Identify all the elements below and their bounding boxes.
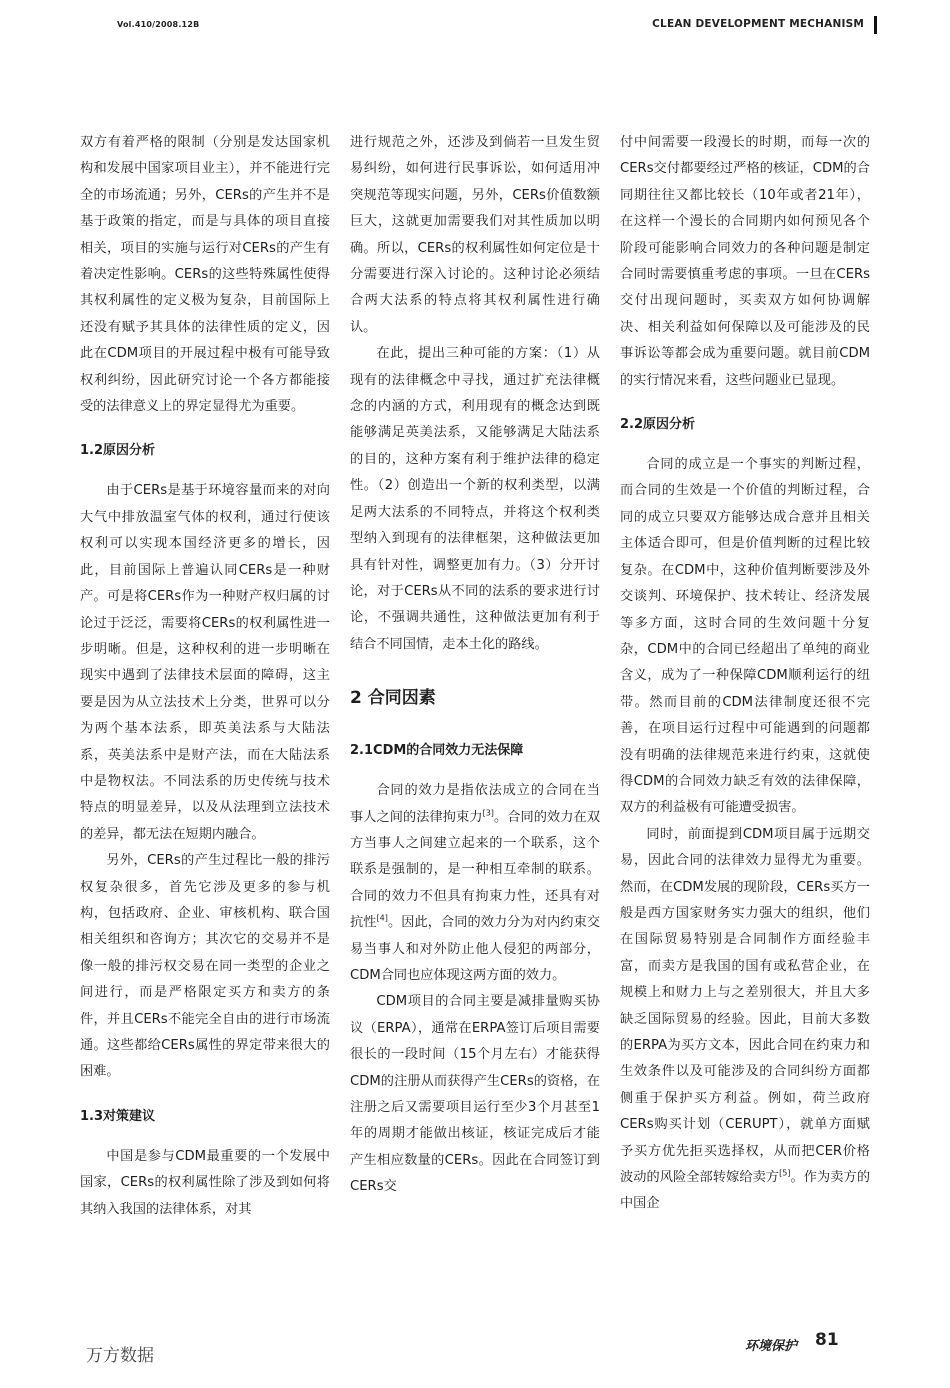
heading-2: 2 合同因素 (350, 688, 436, 709)
paragraph (350, 778, 600, 989)
text: 合同的效力是指依法成立的合同在当事人之间的法律拘束力 (350, 783, 600, 825)
header-bar (874, 16, 877, 34)
paragraph: 进行规范之外，还涉及到倘若一旦发生贸易纠纷，如何进行民事诉讼，如何适用冲突规范等现实问题，另外，CERs价值数额巨大，这就更加需要我们对其性质加以明确。所以，CERs的权利属性如何定位是十分需要进行深入讨论的。这种讨论必须结合两大法系的特点将其权利属性进行确认。 (350, 135, 600, 335)
text: 。作为卖方的中国企 (620, 1170, 871, 1212)
paragraph (620, 822, 870, 1218)
section-title: CLEAN DEVELOPMENT MECHANISM (652, 18, 864, 30)
heading-2-1: 2.1CDM的合同效力无法保障 (350, 743, 524, 759)
paragraph: 合同的成立是一个事实的判断过程，而合同的生效是一个价值的判断过程，合同的成立只要双方能够达成合意并且相关主体适合即可，但是价值判断的过程比较复杂。在CDM中，这种价值判断要涉及外交谈判、环境保护、技术转让、经济发展等多方面，这时合同的生效问题十分复杂，CDM中的合同已经超出了单纯的商业含义，成为了一种保障CDM顺利运行的纽带。然而目前的CDM法律制度还很不完善，在项目运行过程中可能遇到的问题都没有明确的法律规范来进行约束，这就使得CDM的合同效力缺乏有效的法律保障，双方的利益极有可能遭受损害。 (620, 457, 870, 816)
paragraph: 由于CERs是基于环境容量而来的对向大气中排放温室气体的权利，通过行使该权利可以实现本国经济更多的增长，因此，目前国际上普遍认同CERs是一种财产。可是将CERs作为一种财产权归属的讨论过于泛泛，需要将CERs的权利属性进一步明晰。但是，这种权利的进一步明晰在现实中遇到了法律技术层面的障碍，这主要是因为从立法技术上分类，世界可以分为两个基本法系，即英美法系与大陆法系，英美法系中是财产法，而在大陆法系中是物权法。不同法系的历史传统与技术特点的明显差异，以及从法理到立法技术的差异，都无法在短期内融合。 (80, 483, 330, 842)
volume-info: Vol.410/2008.12B (117, 20, 200, 29)
page-number: 81 (815, 1330, 839, 1350)
citation: [4] (376, 913, 388, 923)
paragraph: 在此，提出三种可能的方案：（1）从现有的法律概念中寻找，通过扩充法律概念的内涵的方式，利用现有的概念达到既能够满足英美法系，又能够满足大陆法系的目的，这种方案有利于维护法律的稳定性。（2）创造出一个新的权利类型，以满足两大法系的不同特点，并将这个权利类型纳入到现有的法律框架，这种做法更加具有针对性，调整更加有力。（3）分开讨论，对于CERs从不同的法系的要求进行讨论，不强调共通性，这种做法更加有利于结合不同国情，走本土化的路线。 (350, 346, 600, 652)
text: 同时，前面提到CDM项目属于远期交易，因此合同的法律效力显得尤为重要。然而，在CDM发展的现阶段，CERs买方一般是西方国家财务实力强大的组织，他们在国际贸易特别是合同制作方面经验丰富，而卖方是我国的国有或私营企业，在规模上和财力上与之差别很大，并且大多缺乏国际贸易的经验。因此，目前大多数的ERPA为买方文本，因此合同在约束力和生效条件以及可能涉及的合同纠纷方面都侧重于保护买方利益。例如，荷兰政府CERs购买计划（CERUPT），就单方面赋予买方优先拒买选择权，从而把CER价格波动的风险全部转嫁给卖方 (620, 826, 870, 1186)
magazine-logo: 环境保护 (745, 1339, 798, 1354)
paragraph: 中国是参与CDM最重要的一个发展中国家，CERs的权利属性除了涉及到如何将其纳入我国的法律体系，对其 (80, 1148, 330, 1217)
citation: [5] (779, 1168, 791, 1178)
heading-1-3: 1.3对策建议 (80, 1108, 156, 1124)
heading-2-2: 2.2原因分析 (620, 417, 696, 433)
watermark: 万方数据 (86, 1346, 154, 1366)
paragraph: 付中间需要一段漫长的时期，而每一次的CERs交付都要经过严格的核证，CDM的合同期往往又都比较长（10年或者21年），在这样一个漫长的合同期内如何预见各个阶段可能影响合同效力的各种问题是制定合同时需要慎重考虑的事项。一旦在CERs交付出现问题时，买卖双方如何协调解决、相关利益如何保障以及可能涉及的民事诉讼等都会成为重要问题。就目前CDM的实行情况来看，这些问题业已显现。 (620, 135, 870, 388)
column-2 (350, 130, 600, 1201)
citation: [3] (482, 808, 494, 818)
paragraph: CDM项目的合同主要是减排量购买协议（ERPA），通常在ERPA签订后项目需要很长的一段时间（15个月左右）才能获得CDM的注册从而获得产生CERs的资格，在注册之后又需要项目运行至少3个月甚至1年的周期才能做出核证，核证完成后才能产生相应数量的CERs。因此在合同签订到CERs交 (350, 994, 600, 1195)
text: 。合同的效力在双方当事人之间建立起来的一个联系，这个联系是强制的，是一种相互牵制的联系。合同的效力不但具有拘束力性，还具有对抗性 (350, 809, 601, 931)
paragraph: 另外，CERs的产生过程比一般的排污权复杂很多，首先它涉及更多的参与机构，包括政府、企业、审核机构、联合国相关组织和咨询方；其次它的交易并不是像一般的排污权交易在同一类型的企业之间进行，而是严格限定买方和卖方的条件，并且CERs不能完全自由的进行市场流通。这些都给CERs属性的界定带来很大的困难。 (80, 853, 330, 1080)
paragraph: 双方有着严格的限制（分别是发达国家机构和发展中国家项目业主），并不能进行完全的市场流通；另外，CERs的产生并不是基于政策的指定，而是与具体的项目直接相关，项目的实施与运行对CERs的产生有着决定性影响。CERs的这些特殊属性使得其权利属性的定义极为复杂，目前国际上还没有赋予其具体的法律性质的定义，因此在CDM项目的开展过程中极有可能导致权利纠纷，因此研究讨论一个各方都能接受的法律意义上的界定显得尤为重要。 (80, 135, 330, 415)
heading-1-2: 1.2原因分析 (80, 443, 156, 459)
column-1 (80, 130, 330, 1223)
text: 。因此，合同的效力分为对内约束交易当事人和对外防止他人侵犯的两部分，CDM合同也应体现这两方面的效力。 (350, 915, 601, 983)
column-3 (620, 130, 870, 1218)
